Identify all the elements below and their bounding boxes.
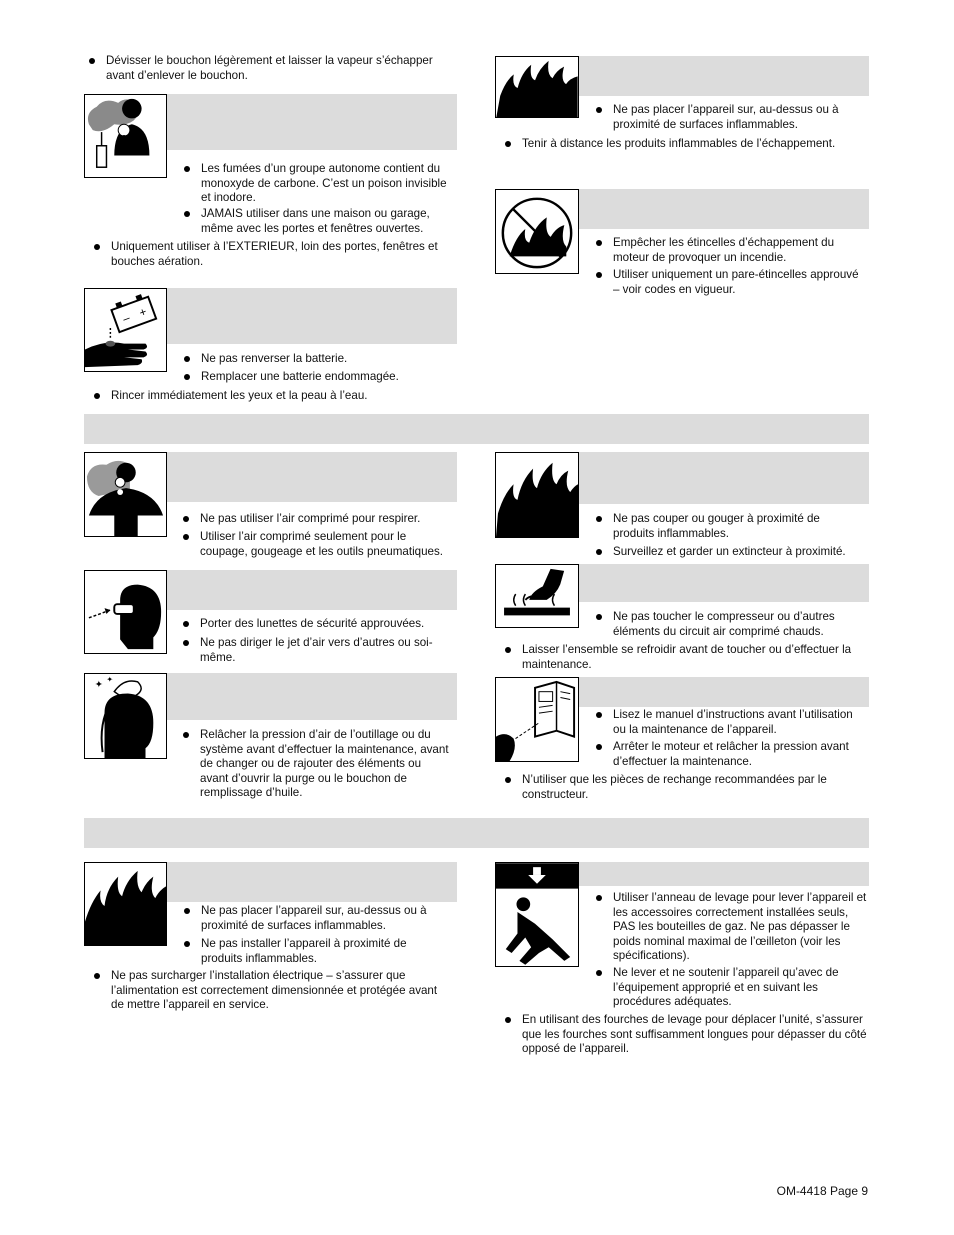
bullet-battery-rinse: Rincer immédiatement les yeux et la peau à l’eau. xyxy=(111,389,451,404)
svg-text:+: + xyxy=(137,305,149,320)
safety-glasses-icon xyxy=(84,570,167,654)
bullet-let-cool: Laisser l’ensemble se refroidir avant de toucher ou d’effectuer la maintenance. xyxy=(522,643,862,672)
bullet-no-install-flammable: Ne pas installer l’appareil à proximité de produits inflammables. xyxy=(201,937,448,966)
header-bar-fire-cut xyxy=(578,452,869,504)
bullet-prevent-sparks: Empêcher les étincelles d’échappement du moteur de provoquer un incendie. xyxy=(613,236,859,265)
bullet-unscrew-cap: Dévisser le bouchon légèrement et laisser la vapeur s’échapper avant d’enlever le bouchon. xyxy=(106,54,456,83)
bullet-forks-long-enough: En utilisant des fourches de levage pour déplacer l’unité, s’assurer que les fourches sont suffisamment longues pour dépasser du côté opposé de l’appareil. xyxy=(522,1013,869,1057)
header-bar-sparks xyxy=(578,189,869,229)
bullet-use-lifting-eye: Utiliser l’anneau de levage pour lever l’appareil et les accessoires correctement installées seuls, PAS les bouteilles de gaz. Ne pas dépasser le poids nominal maximal de l’œilleton (voir les spécifications). xyxy=(613,891,869,964)
header-bar-battery xyxy=(166,288,457,344)
air-pressure-release-icon xyxy=(84,673,167,759)
fumes-person-icon xyxy=(84,94,167,178)
section-bar-fire-install xyxy=(84,818,869,848)
header-bar-air-pressure xyxy=(166,673,457,720)
fire-flames-icon xyxy=(84,862,167,946)
header-bar-lifting xyxy=(578,862,869,886)
bullet-exhaust-flammable: Tenir à distance les produits inflammables de l’échappement. xyxy=(522,137,862,152)
bullet-recommended-parts: N’utiliser que les pièces de rechange recommandées par le constructeur. xyxy=(522,773,862,802)
section-bar-compressed-air xyxy=(84,414,869,444)
hot-surface-hand-icon xyxy=(495,564,579,628)
svg-text:✦: ✦ xyxy=(106,674,114,684)
air-breathing-icon xyxy=(84,452,167,537)
bullet-no-place-flammable: Ne pas placer l’appareil sur, au-dessus ou à proximité de surfaces inflammables. xyxy=(201,904,448,933)
bullet-no-touch-hot: Ne pas toucher le compresseur ou d’autres éléments du circuit air comprimé chauds. xyxy=(613,610,859,639)
bullet-wear-glasses: Porter des lunettes de sécurité approuvées. xyxy=(200,617,450,632)
header-bar-manual xyxy=(578,677,869,707)
fire-flames-icon xyxy=(495,56,579,118)
bullet-fumes-never-indoors: JAMAIS utiliser dans une maison ou garage, même avec les portes et fenêtres ouvertes. xyxy=(201,207,448,236)
header-bar-hot-parts xyxy=(578,564,869,602)
falling-equipment-icon xyxy=(495,862,579,967)
bullet-read-manual: Lisez le manuel d’instructions avant l’utilisation ou la maintenance de l’appareil. xyxy=(613,708,863,737)
fire-flames-icon xyxy=(495,452,579,538)
bullet-place-flammable: Ne pas placer l’appareil sur, au-dessus ou à proximité de surfaces inflammables. xyxy=(613,103,859,132)
no-sparks-icon xyxy=(495,189,579,274)
svg-text:–: – xyxy=(121,311,132,326)
page-number: OM-4418 Page 9 xyxy=(776,1184,868,1198)
bullet-proper-equipment: Ne lever et ne soutenir l’appareil qu’avec de l’équipement approprié et en suivant les procédures adéquates. xyxy=(613,966,869,1010)
bullet-battery-tip: Ne pas renverser la batterie. xyxy=(201,352,448,367)
svg-text:✦: ✦ xyxy=(94,679,103,691)
bullet-air-not-at-people: Ne pas diriger le jet d’air vers d’autres ou soi-même. xyxy=(200,636,450,665)
header-bar-fire-place xyxy=(578,56,869,96)
bullet-air-no-breathe: Ne pas utiliser l’air comprimé pour respirer. xyxy=(200,512,450,527)
bullet-air-only-tools: Utiliser l’air comprimé seulement pour le coupage, gougeage et les outils pneumatiques. xyxy=(200,530,450,559)
header-bar-air-breathe xyxy=(166,452,457,502)
bullet-no-overload: Ne pas surcharger l’installation électrique – s’assurer que l’alimentation est correctement dimensionnée et protégée avant de mettre l’appareil en service. xyxy=(111,969,451,1013)
bullet-extinguisher: Surveillez et garder un extincteur à proximité. xyxy=(613,545,859,560)
bullet-stop-engine: Arrêter le moteur et relâcher la pression avant d’effectuer la maintenance. xyxy=(613,740,863,769)
header-bar-air-eyes xyxy=(166,570,457,610)
read-manual-icon xyxy=(495,677,579,762)
bullet-fumes-co: Les fumées d’un groupe autonome contient du monoxyde de carbone. C’est un poison invisible et inodore. xyxy=(201,162,447,204)
header-bar-fumes xyxy=(166,94,457,150)
battery-acid-icon xyxy=(84,288,167,372)
bullet-battery-replace: Remplacer une batterie endommagée. xyxy=(201,370,448,385)
bullet-no-cut-near-flammable: Ne pas couper ou gouger à proximité de produits inflammables. xyxy=(613,512,859,541)
header-bar-fire-install xyxy=(166,862,457,902)
bullet-spark-arrestor: Utiliser uniquement un pare-étincelles approuvé – voir codes en vigueur. xyxy=(613,268,859,296)
bullet-fumes-outside: Uniquement utiliser à l’EXTERIEUR, loin des portes, fenêtres et bouches aération. xyxy=(111,240,451,269)
bullet-release-pressure: Relâcher la pression d’air de l’outillage ou du système avant d’effectuer la maintenance, avant de changer ou de rajouter des éléments ou avant d’ouvrir la purge ou le bouchon de remplissage d’huile. xyxy=(200,728,449,799)
